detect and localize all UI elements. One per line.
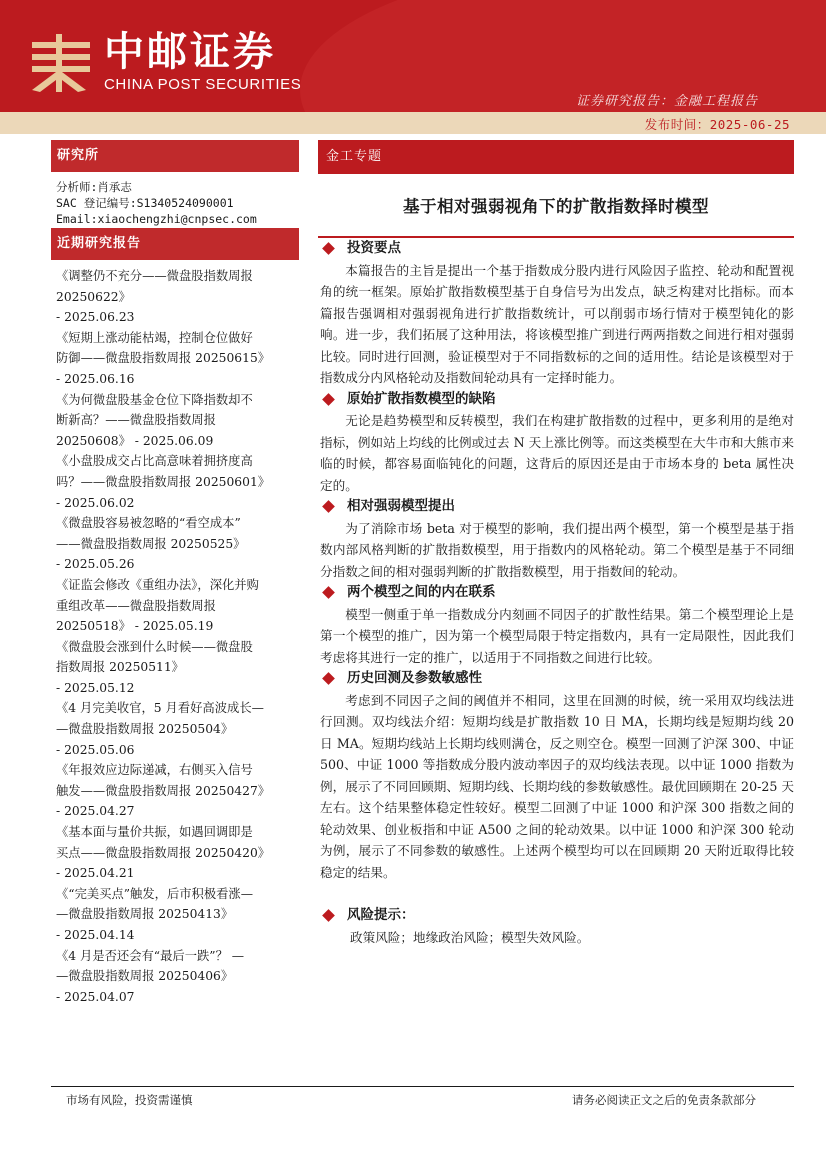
diamond-bullet-icon: [322, 672, 335, 685]
publish-date: 发布时间：2025-06-25: [644, 117, 790, 132]
analyst-name: 分析师:肖承志: [56, 180, 132, 194]
risk-text: 政策风险；地缘政治风险；模型失效风险。: [350, 929, 590, 945]
section-paragraph: 为了消除市场 beta 对于模型的影响，我们提出两个模型，第一个模型是基于指数内部风格判断的扩散指数模型，用于指数内的风格轮动。第二个模型是基于不同细分指数之间的相对强弱判断的扩散指数模型，用于指数间的轮动。: [320, 520, 794, 579]
recent-report-line[interactable]: 20250608》 - 2025.06.09: [56, 433, 214, 448]
brand-name-chinese: 中邮证券: [104, 29, 276, 75]
recent-report-line[interactable]: 《小盘股成交占比高意味着拥挤度高: [56, 454, 253, 469]
recent-report-line[interactable]: - 2025.05.12: [56, 680, 135, 695]
diamond-bullet-icon: [322, 393, 335, 406]
recent-report-line[interactable]: 买点——微盘股指数周报 20250420》: [56, 845, 271, 860]
recent-report-line[interactable]: 吗？——微盘股指数周报 20250601》: [56, 474, 271, 489]
analyst-sac-number: SAC 登记编号:S1340524090001: [56, 196, 234, 210]
diamond-bullet-icon: [322, 242, 335, 255]
section-heading: 历史回测及参数敏感性: [347, 670, 482, 686]
recent-report-line[interactable]: —微盘股指数周报 20250406》: [56, 969, 234, 984]
section-original-model-defects: [320, 389, 794, 497]
recent-report-line[interactable]: —微盘股指数周报 20250504》: [56, 722, 234, 737]
recent-report-line[interactable]: 《基本面与量价共振，如遇回调即是: [56, 825, 253, 840]
recent-report-line[interactable]: 触发——微盘股指数周报 20250427》: [56, 783, 271, 798]
report-title: 基于相对强弱视角下的扩散指数择时模型: [403, 197, 709, 216]
brand-name-english: CHINA POST SECURITIES: [104, 76, 302, 93]
section-heading: 原始扩散指数模型的缺陷: [347, 390, 496, 407]
recent-report-line[interactable]: - 2025.06.16: [56, 371, 135, 386]
recent-report-line[interactable]: - 2025.04.14: [56, 928, 135, 942]
recent-report-line[interactable]: 断新高？——微盘股指数周报: [56, 413, 216, 428]
section-heading: 相对强弱模型提出: [347, 498, 455, 514]
recent-report-line[interactable]: 《证监会修改《重组办法》，深化并购: [56, 577, 259, 592]
recent-report-line[interactable]: 《“完美买点”触发，后市积极看涨—: [56, 886, 254, 901]
recent-report-line[interactable]: 20250622》: [56, 289, 131, 304]
recent-report-line[interactable]: 《4 月完美收官，5 月看好高波成长—: [56, 701, 264, 716]
diamond-bullet-icon: [322, 500, 335, 513]
recent-report-line[interactable]: - 2025.04.27: [56, 804, 135, 819]
institute-label: 研究所: [51, 140, 299, 172]
section-investment-highlights: [320, 238, 794, 389]
recent-report-line[interactable]: - 2025.06.02: [56, 495, 135, 510]
recent-report-line[interactable]: - 2025.05.26: [56, 557, 135, 572]
recent-report-line[interactable]: 20250518》 - 2025.05.19: [56, 619, 214, 634]
recent-report-line[interactable]: —微盘股指数周报 20250413》: [56, 907, 234, 922]
recent-report-line[interactable]: 《短期上涨动能枯竭，控制仓位做好: [56, 330, 253, 345]
analyst-info: [56, 179, 257, 227]
diamond-bullet-icon: [322, 909, 335, 922]
recent-report-line[interactable]: - 2025.05.06: [56, 742, 135, 757]
report-body: [320, 238, 794, 948]
section-model-relationship: [320, 582, 794, 668]
recent-report-line[interactable]: - 2025.04.07: [56, 989, 135, 1004]
recent-report-line[interactable]: 《4 月是否还会有“最后一跌”？ —: [56, 948, 245, 963]
recent-report-line[interactable]: 重组改革——微盘股指数周报: [56, 598, 216, 613]
report-type: 证券研究报告：金融工程报告: [575, 94, 758, 109]
recent-report-line[interactable]: - 2025.06.23: [56, 310, 135, 325]
footer-rule: [51, 1086, 794, 1087]
section-paragraph: 考虑到不同因子之间的阈值并不相同，这里在回测的时候，统一采用双均线法进行回测。双均线法介绍：短期均线是扩散指数 10 日 MA，长期均线是短期均线 20 日 MA。短期均线站上长期均线则满仓，反之则空仓。模型一回测了沪深 300、中证 500、中证 1000 等指数成分股内波动率因子的双均线法表现。以中证 1000 指数为例，展示了不同回顾期、短期均线、长期均线的参数敏感性。最优回顾期在 20-25 天左右。这个结果整体稳定性较好。模型二回测了中证 1000 和沪深 300 指数之间的轮动效果、创业板指和中证 A500 之间的轮动效果。以中证 1000 和沪深 300 轮动为例，展示了不同参数的敏感性。上述两个模型均可以在回顾期 20 天附近取得比较稳定的结果。: [320, 692, 794, 880]
footer-disclaimer-note: 请务必阅读正文之后的免责条款部分: [572, 1093, 756, 1107]
section-backtest-sensitivity: [320, 668, 794, 883]
recent-reports-list: [56, 266, 300, 1007]
recent-report-line[interactable]: 《微盘股会涨到什么时候——微盘股: [56, 639, 253, 654]
section-heading: 两个模型之间的内在联系: [347, 584, 496, 600]
recent-report-line[interactable]: 指数周报 20250511》: [56, 660, 184, 675]
recent-report-line[interactable]: 《微盘股容易被忽略的“看空成本”: [56, 516, 241, 531]
footer-risk-note: 市场有风险，投资需谨慎: [66, 1093, 193, 1107]
china-post-logo-icon: [26, 28, 96, 98]
section-paragraph: 模型一侧重于单一指数成分内刻画不同因子的扩散性结果。第二个模型理论上是第一个模型的推广，因为第一个模型局限于特定指数内，具有一定局限性，因此我们考虑将其进行一定的推广，以适用于不同指数之间进行比较。: [320, 606, 794, 665]
section-paragraph: 无论是趋势模型和反转模型，我们在构建扩散指数的过程中，更多利用的是绝对指标，例如站上均线的比例或过去 N 天上涨比例等。而这类模型在大牛市和大熊市来临的时候，都容易面临钝化的问题，这背后的原因还是由于市场本身的 beta 属性决定的。: [320, 413, 794, 493]
report-header: [0, 0, 826, 112]
section-paragraph: 本篇报告的主旨是提出一个基于指数成分股内进行风险因子监控、轮动和配置视角的统一框架。原始扩散指数模型基于自身信号为出发点，缺乏构建对比指标。而本篇报告强调相对强弱视角进行扩散指数统计，可以削弱市场行情对于模型钝化的影响。进一步，我们拓展了这种用法，将该模型推广到进行两两指数之间进行相对强弱比较。同时进行回测，验证模型对于不同指数标的之间的适用性。结论是该模型对于指数成分内风格轮动及指数间轮动具有一定择时能力。: [320, 262, 794, 385]
recent-report-line[interactable]: 《调整仍不充分——微盘股指数周报: [56, 269, 253, 283]
recent-reports-label: 近期研究报告: [51, 228, 299, 260]
recent-report-line[interactable]: 《为何微盘股基金仓位下降指数却不: [56, 392, 253, 407]
section-heading: 风险提示：: [347, 907, 415, 923]
recent-report-line[interactable]: ——微盘股指数周报 20250525》: [56, 536, 246, 551]
recent-report-line[interactable]: 《年报效应边际递减，右侧买入信号: [56, 763, 253, 778]
section-risk-warning: [320, 905, 794, 948]
section-heading: 投资要点: [347, 240, 401, 256]
analyst-email[interactable]: Email:xiaochengzhi@cnpsec.com: [56, 212, 257, 226]
recent-report-line[interactable]: 防御——微盘股指数周报 20250615》: [56, 351, 271, 366]
diamond-bullet-icon: [322, 586, 335, 599]
section-relative-strength-model: [320, 496, 794, 582]
topic-tag: 金工专题: [318, 140, 794, 174]
recent-report-line[interactable]: - 2025.04.21: [56, 866, 135, 881]
